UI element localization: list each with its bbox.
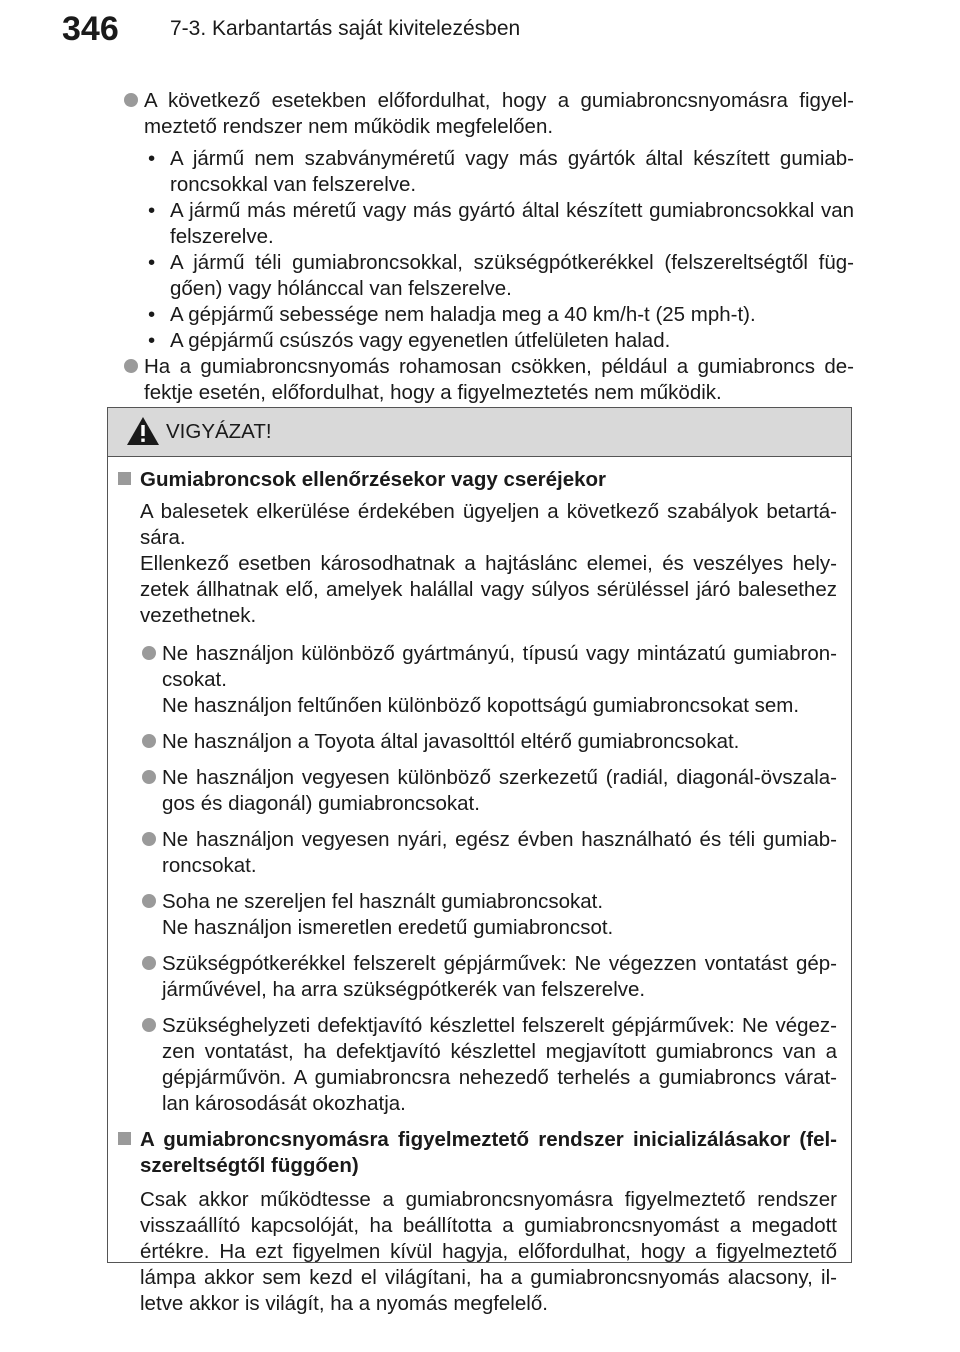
- sub-list-item: [144, 328, 854, 354]
- bullet-dot-icon: [142, 734, 156, 748]
- bullet-text: Ne használjon a Toyota által javasolttól eltérő gumiabroncsokat.: [162, 730, 740, 753]
- sub-bullet-icon: •: [148, 199, 156, 222]
- sub-bullet-icon: •: [148, 147, 156, 170]
- warning-box: [107, 407, 852, 1315]
- bullet-dot-icon: [142, 894, 156, 908]
- warning-section-1-heading: [118, 467, 837, 493]
- bullet-dot-icon: [142, 646, 156, 660]
- heading-text: Gumiabroncsok ellenőrzésekor vagy cseréjekor: [140, 468, 607, 491]
- bullet-dot-icon: [142, 1018, 156, 1032]
- sub-item-text: A jármű más méretű vagy más gyártó által készített gumiabroncsokkal van felszerelve.: [170, 199, 854, 248]
- sub-bullet-icon: •: [148, 303, 156, 326]
- warning-triangle-icon: [126, 416, 160, 446]
- warning-section-1-para: A balesetek elkerülése érdekében ügyeljen a következő szabályok betartá-sára.: [140, 500, 837, 549]
- warning-bullet-2: [118, 729, 837, 755]
- bullet-text: Szükséghelyzeti defektjavító készlettel felszerelt gépjárművek: Ne végez-zen vontatást, ha defektjavító készlettel megjavított gumiabroncs van a gépjárművön. A gumiabroncsra nehezedő terhelés a gumiabroncs várat-lan károsodását okozhatja.: [162, 1014, 837, 1115]
- warning-section-2-heading: [118, 1127, 837, 1179]
- sub-bullet-icon: •: [148, 251, 156, 274]
- warning-section-2-para: Csak akkor működtesse a gumiabroncsnyomásra figyelmeztető rendszer visszaállító kapcsolóját, ha beállította a gumiabroncsnyomást a megadott értékre. Ha ezt figyelmen kívül hagyja, előfordulhat, hogy a figyelmeztető lámpa akkor sem kezd el világítani, ha a gumiabroncsnyomás alacsony, il-letve akkor is világít, ha a nyomás megfelelő.: [140, 1188, 837, 1315]
- sub-list-item: [144, 198, 854, 250]
- warning-bullet-5: [118, 889, 837, 941]
- intro-bullet-2-text: Ha a gumiabroncsnyomás rohamosan csökken, például a gumiabroncs de-fektje esetén, előfordulhat, hogy a figyelmeztetés nem működik.: [144, 355, 854, 404]
- bullet-text: Ne használjon vegyesen nyári, egész évben használható és téli gumiab-roncsokat.: [162, 828, 837, 877]
- intro-bullet-1: [118, 88, 854, 140]
- sub-item-text: A gépjármű sebessége nem haladja meg a 40 km/h-t (25 mph-t).: [170, 303, 756, 326]
- warning-bullet-6: [118, 951, 837, 1003]
- bullet-text: Ne használjon különböző gyártmányú, típusú vagy mintázatú gumiabron-csokat.: [162, 642, 837, 691]
- section-title: 7-3. Karbantartás saját kivitelezésben: [170, 17, 521, 40]
- sub-item-text: A jármű téli gumiabroncsokkal, szükségpótkerékkel (felszereltségtől füg-gően) vagy hólánccal van felszerelve.: [170, 251, 854, 300]
- sub-list-item: [144, 146, 854, 198]
- bullet-text: Ne használjon vegyesen különböző szerkezetű (radiál, diagonál-övszala-gos és diagonál) gumiabroncsokat.: [162, 766, 837, 815]
- sub-item-text: A jármű nem szabványméretű vagy más gyártók által készített gumiab-roncsokkal van felszerelve.: [170, 147, 854, 196]
- warning-bullet-3: [118, 765, 837, 817]
- warning-bullet-7: [118, 1013, 837, 1117]
- warning-bullet-1: [118, 641, 837, 719]
- heading-text: A gumiabroncsnyomásra figyelmeztető rendszer inicializálásakor (fel-szereltségtől függően): [140, 1128, 837, 1177]
- sub-list-item: [144, 302, 854, 328]
- bullet-dot-icon: [142, 832, 156, 846]
- bullet-dot-icon: [124, 93, 138, 107]
- bullet-dot-icon: [142, 956, 156, 970]
- intro-bullet-2: [118, 354, 854, 406]
- intro-content: [118, 88, 854, 406]
- page-number: 346: [62, 10, 119, 48]
- sub-item-text: A gépjármű csúszós vagy egyenetlen útfelületen halad.: [170, 329, 671, 352]
- bullet-text-2: Ne használjon feltűnően különböző kopottságú gumiabroncsokat sem.: [162, 694, 800, 717]
- intro-sub-list: [144, 146, 854, 354]
- square-bullet-icon: [118, 1132, 131, 1145]
- warning-section-1-para2: Ellenkező esetben károsodhatnak a hajtáslánc elemei, és veszélyes hely-zetek állhatnak elő, amelyek halállal vagy súlyos sérüléssel járó balesethez vezethetnek.: [140, 552, 837, 627]
- bullet-text-2: Ne használjon ismeretlen eredetű gumiabroncsot.: [162, 916, 614, 939]
- bullet-dot-icon: [124, 359, 138, 373]
- warning-body: [108, 457, 851, 1317]
- bullet-text: Soha ne szereljen fel használt gumiabroncsokat.: [162, 890, 604, 913]
- warning-title: VIGYÁZAT!: [166, 420, 272, 443]
- square-bullet-icon: [118, 472, 131, 485]
- warning-header: [108, 408, 851, 457]
- bullet-text: Szükségpótkerékkel felszerelt gépjárművek: Ne végezzen vontatást gép-járművével, ha arra szükségpótkerék van felszerelve.: [162, 952, 837, 1001]
- sub-list-item: [144, 250, 854, 302]
- intro-bullet-1-text: A következő esetekben előfordulhat, hogy a gumiabroncsnyomásra figyel-meztető rendszer nem működik megfelelően.: [144, 89, 854, 138]
- bullet-dot-icon: [142, 770, 156, 784]
- warning-bullet-4: [118, 827, 837, 879]
- sub-bullet-icon: •: [148, 329, 156, 352]
